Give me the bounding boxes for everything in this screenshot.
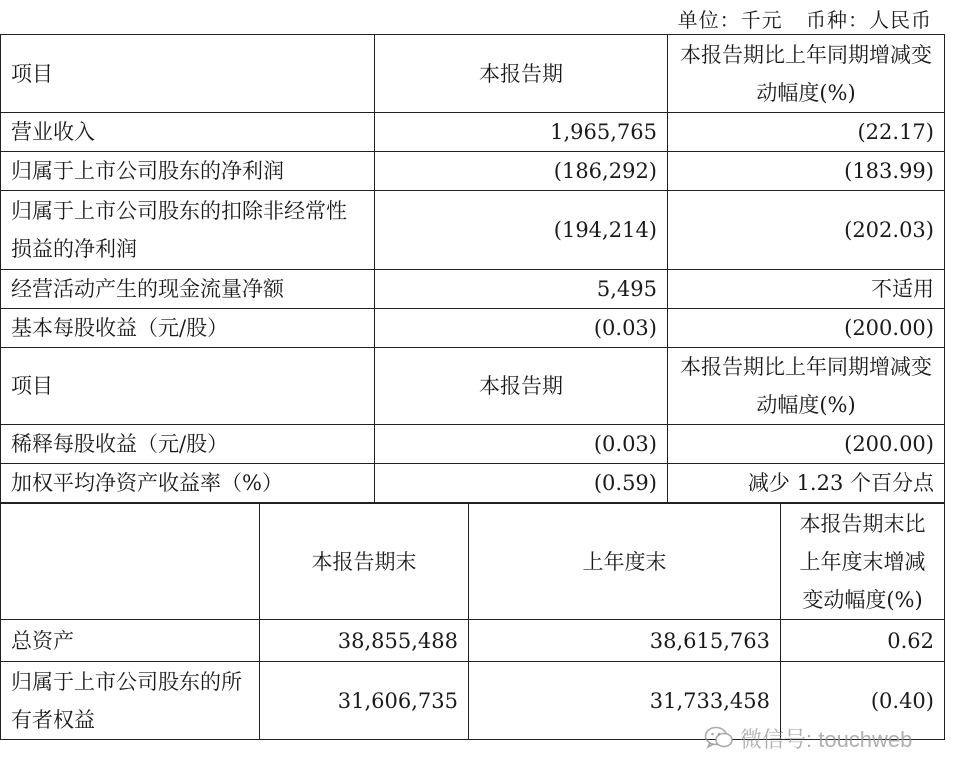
row-value: (0.59)	[375, 464, 668, 503]
table-row	[1, 620, 945, 662]
row-item: 归属于上市公司股东的净利润	[1, 152, 375, 191]
row-item: 归属于上市公司股东的扣除非经常性损益的净利润	[1, 191, 375, 270]
row-prev-year-end: 38,615,763	[469, 620, 781, 662]
header-change: 本报告期比上年同期增减变动幅度(%)	[668, 348, 945, 425]
header-change: 本报告期比上年同期增减变动幅度(%)	[668, 35, 945, 113]
row-item: 经营活动产生的现金流量净额	[1, 270, 375, 309]
row-prev-year-end: 31,733,458	[469, 662, 781, 740]
table-row	[1, 152, 945, 191]
income-table	[0, 34, 945, 503]
wechat-watermark	[704, 718, 912, 758]
table-row	[1, 425, 945, 464]
row-change: (200.00)	[668, 425, 945, 464]
header-prev-year-end: 上年度末	[469, 504, 781, 620]
header-period: 本报告期	[375, 348, 668, 425]
row-period-end: 31,606,735	[260, 662, 469, 740]
row-value: 1,965,765	[375, 113, 668, 152]
header-item: 项目	[1, 35, 375, 113]
row-value: (0.03)	[375, 425, 668, 464]
header-change: 本报告期末比上年度末增减变动幅度(%)	[781, 504, 945, 620]
wechat-icon	[704, 725, 734, 751]
table-row	[1, 464, 945, 503]
row-change: 0.62	[781, 620, 945, 662]
table-header-row	[1, 348, 945, 425]
table-header-row	[1, 504, 945, 620]
row-period-end: 38,855,488	[260, 620, 469, 662]
row-change: (22.17)	[668, 113, 945, 152]
row-change: (0.40)	[781, 662, 945, 740]
row-change: 不适用	[668, 270, 945, 309]
header-item: 项目	[1, 348, 375, 425]
header-item	[1, 504, 260, 620]
balance-table	[0, 503, 945, 740]
table-row	[1, 270, 945, 309]
row-value: 5,495	[375, 270, 668, 309]
table-row	[1, 309, 945, 348]
header-period: 本报告期	[375, 35, 668, 113]
row-item: 基本每股收益（元/股）	[1, 309, 375, 348]
row-change: (200.00)	[668, 309, 945, 348]
row-item: 归属于上市公司股东的所有者权益	[1, 662, 260, 740]
currency-label: 币种：人民币	[806, 8, 932, 32]
table-header-row	[1, 35, 945, 113]
unit-label: 单位：千元	[677, 8, 783, 32]
row-value: (186,292)	[375, 152, 668, 191]
watermark-text: 微信号: touchweb	[740, 726, 913, 752]
row-item: 稀释每股收益（元/股）	[1, 425, 375, 464]
row-change: 减少 1.23 个百分点	[668, 464, 945, 503]
row-item: 营业收入	[1, 113, 375, 152]
row-change: (202.03)	[668, 191, 945, 270]
row-value: (194,214)	[375, 191, 668, 270]
row-change: (183.99)	[668, 152, 945, 191]
table-row	[1, 113, 945, 152]
row-item: 加权平均净资产收益率（%）	[1, 464, 375, 503]
row-value: (0.03)	[375, 309, 668, 348]
table-row	[1, 191, 945, 270]
header-period-end: 本报告期末	[260, 504, 469, 620]
unit-currency-line	[678, 4, 932, 33]
row-item: 总资产	[1, 620, 260, 662]
